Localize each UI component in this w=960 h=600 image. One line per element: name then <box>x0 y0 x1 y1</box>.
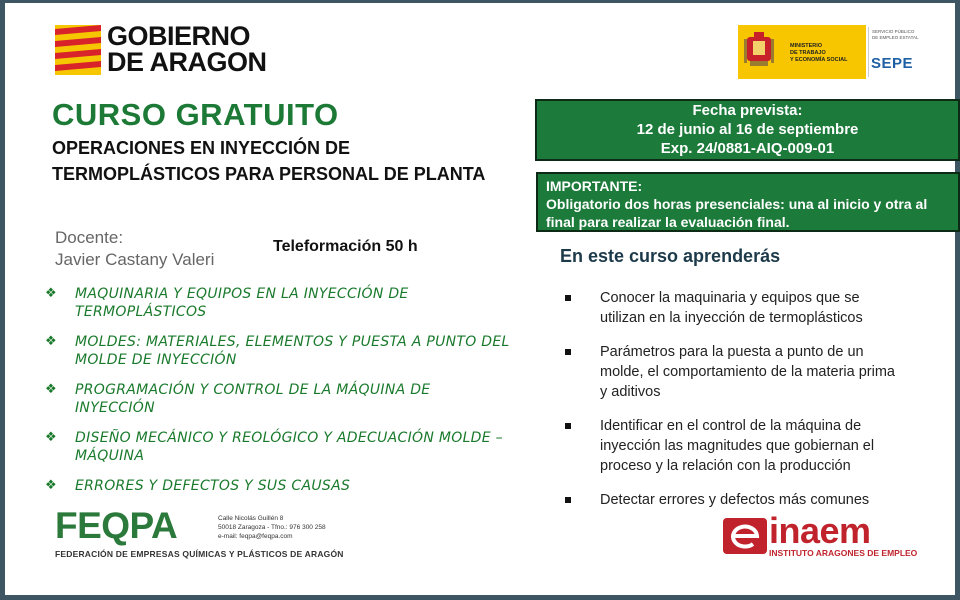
course-headline: CURSO GRATUITO <box>52 97 339 132</box>
inaem-logo <box>723 510 933 564</box>
square-bullet-icon <box>565 295 571 301</box>
learn-list <box>565 288 905 524</box>
importante-text: Obligatorio dos horas presenciales: una al inicio y otra al final para realizar la evaluación final. <box>546 196 928 230</box>
feqpa-contact: Calle Nicolás Guillén 8 50018 Zaragoza - Tfno.: 976 300 258 e-mail: feqpa@feqpa.com <box>218 515 326 540</box>
expediente-number: Exp. 24/0881-AIQ-009-01 <box>660 140 835 157</box>
docente-name: Javier Castany Valeri <box>55 250 215 269</box>
importante-box <box>536 172 960 232</box>
fecha-label: Fecha prevista: <box>692 102 803 119</box>
learn-item: Parámetros para la puesta a punto de un molde, el comportamiento de la materia prima y aditivos <box>565 342 905 402</box>
module-item: ❖ DISEÑO MECÁNICO Y REOLÓGICO Y ADECUACIÓN MOLDE – MÁQUINA <box>45 430 503 464</box>
module-item: ❖ MOLDES: MATERIALES, ELEMENTOS Y PUESTA A PUNTO DEL MOLDE DE INYECCIÓN <box>45 334 510 368</box>
learn-title: En este curso aprenderás <box>560 246 781 266</box>
aragon-flag-icon <box>55 25 101 75</box>
module-item: ❖ PROGRAMACIÓN Y CONTROL DE LA MÁQUINA DE INYECCIÓN <box>45 382 431 416</box>
sepe-subtitle: SERVICIO PÚBLICO DE EMPLEO ESTATAL <box>872 29 919 40</box>
learn-item: Detectar errores y defectos más comunes <box>565 490 905 510</box>
course-title: OPERACIONES EN INYECCIÓN DE TERMOPLÁSTICOS PARA PERSONAL DE PLANTA <box>52 138 486 184</box>
inaem-name: inaem <box>769 510 871 551</box>
square-bullet-icon <box>565 423 571 429</box>
learn-item: Conocer la maquinaria y equipos que se utilizan en la inyección de termoplásticos <box>565 288 905 328</box>
coat-of-arms-icon <box>744 31 774 69</box>
module-item: ❖ ERRORES Y DEFECTOS Y SUS CAUSAS <box>45 478 351 494</box>
ministerio-sepe-logo <box>738 25 920 79</box>
diamond-bullet-icon: ❖ <box>45 286 57 301</box>
learn-item: Identificar en el control de la máquina de inyección las magnitudes que gobiernan el proceso y la relación con la producción <box>565 416 905 476</box>
feqpa-name: FEQPA <box>55 505 178 546</box>
fecha-prevista-box <box>535 99 960 161</box>
modality-label: Teleformación 50 h <box>273 238 418 255</box>
feqpa-fullname: FEDERACIÓN DE EMPRESAS QUÍMICAS Y PLÁSTICOS DE ARAGÓN <box>55 549 344 559</box>
feqpa-logo <box>55 505 355 561</box>
fecha-dates: 12 de junio al 16 de septiembre <box>636 121 859 138</box>
square-bullet-icon <box>565 349 571 355</box>
diamond-bullet-icon: ❖ <box>45 334 57 349</box>
ministerio-text: MINISTERIO DE TRABAJO Y ECONOMÍA SOCIAL <box>790 43 848 63</box>
docente-label: Docente: <box>55 228 124 247</box>
ministerio-band <box>738 25 866 79</box>
inaem-fullname: INSTITUTO ARAGONES DE EMPLEO <box>769 548 918 558</box>
gobierno-aragon-logo <box>55 23 285 79</box>
diamond-bullet-icon: ❖ <box>45 382 57 397</box>
sepe-logo <box>868 27 920 77</box>
module-item: ❖ MAQUINARIA Y EQUIPOS EN LA INYECCIÓN DE TERMOPLÁSTICOS <box>45 286 409 320</box>
diamond-bullet-icon: ❖ <box>45 430 57 445</box>
diamond-bullet-icon: ❖ <box>45 478 57 493</box>
square-bullet-icon <box>565 497 571 503</box>
aragon-logo-text: GOBIERNO DE ARAGON <box>107 21 267 77</box>
modules-list <box>45 285 515 507</box>
importante-label: IMPORTANTE: <box>546 178 643 194</box>
sepe-name: SEPE <box>871 55 914 72</box>
inaem-e-icon <box>723 518 767 554</box>
